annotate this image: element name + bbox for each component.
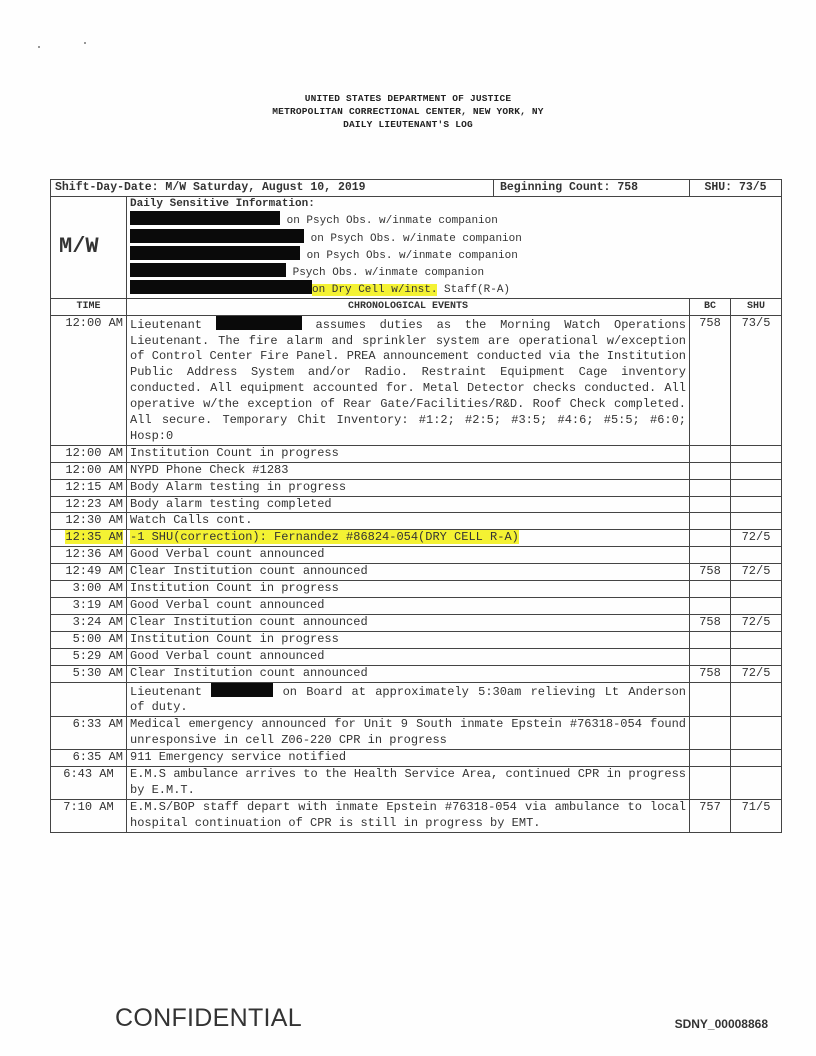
- entry-time: 3:00 AM: [51, 581, 127, 598]
- entry-bc: [690, 547, 731, 564]
- entry-shu: 71/5: [731, 799, 782, 832]
- entry-time: [51, 682, 127, 717]
- entry-shu: [731, 581, 782, 598]
- entry-event: Lieutenant on Board at approximately 5:30am relieving Lt Anderson of duty.: [127, 682, 690, 717]
- redaction-block: [130, 211, 280, 225]
- sensitive-info-row: [51, 196, 782, 298]
- sensitive-info-block: [127, 196, 782, 298]
- entry-time: 3:19 AM: [51, 598, 127, 615]
- log-entry-row: [51, 513, 782, 530]
- entry-time: 6:35 AM: [51, 750, 127, 767]
- entry-shu: [731, 479, 782, 496]
- entry-bc: [690, 598, 731, 615]
- entry-time: 7:10 AM: [51, 799, 127, 832]
- entry-time: 12:15 AM: [51, 479, 127, 496]
- entry-shu: [731, 445, 782, 462]
- entry-event: E.M.S/BOP staff depart with inmate Epstein #76318-054 via ambulance to local hospital continuation of CPR is still in progress by EMT.: [127, 799, 690, 832]
- sensitive-info-line: on Psych Obs. w/inmate companion: [130, 246, 778, 263]
- entry-shu: [731, 598, 782, 615]
- entry-shu: 73/5: [731, 315, 782, 445]
- header-agency: UNITED STATES DEPARTMENT OF JUSTICE: [304, 93, 512, 104]
- sensitive-info-line: Psych Obs. w/inmate companion: [130, 263, 778, 280]
- entry-bc: [690, 513, 731, 530]
- entry-time: 6:33 AM: [51, 717, 127, 750]
- log-entry-row: [51, 750, 782, 767]
- sensitive-info-line: on Dry Cell w/inst. Staff(R-A): [130, 280, 778, 297]
- entry-bc: 758: [690, 665, 731, 682]
- entry-event: Clear Institution count announced: [127, 665, 690, 682]
- log-entry-row: [51, 315, 782, 445]
- lieutenant-log-table: [50, 179, 782, 833]
- redaction-block: [211, 683, 273, 697]
- log-entry-row: [51, 614, 782, 631]
- entry-shu: [731, 767, 782, 800]
- watch-label: M/W: [51, 196, 127, 298]
- log-entry-row: [51, 648, 782, 665]
- entry-shu: [731, 513, 782, 530]
- redaction-block: [130, 280, 312, 294]
- entry-bc: [690, 767, 731, 800]
- entry-time: 12:36 AM: [51, 547, 127, 564]
- entry-bc: [690, 479, 731, 496]
- column-header-events: CHRONOLOGICAL EVENTS: [127, 298, 690, 315]
- entry-bc: [690, 445, 731, 462]
- entry-time: 12:00 AM: [51, 462, 127, 479]
- log-entry-row: [51, 462, 782, 479]
- highlighted-text: on Dry Cell w/inst.: [312, 284, 438, 297]
- column-header-shu: SHU: [731, 298, 782, 315]
- entry-event: Body alarm testing completed: [127, 496, 690, 513]
- entry-event: [127, 530, 690, 547]
- log-entry-row: [51, 717, 782, 750]
- entry-event: Good Verbal count announced: [127, 547, 690, 564]
- entry-time: 12:49 AM: [51, 564, 127, 581]
- header-facility: METROPOLITAN CORRECTIONAL CENTER, NEW YORK, NY: [272, 106, 544, 117]
- log-entry-row: [51, 564, 782, 581]
- entry-time: 12:00 AM: [51, 315, 127, 445]
- entry-shu: [731, 648, 782, 665]
- entry-event: Watch Calls cont.: [127, 513, 690, 530]
- log-entry-row: [51, 445, 782, 462]
- column-header-bc: BC: [690, 298, 731, 315]
- entry-event: Institution Count in progress: [127, 631, 690, 648]
- redaction-block: [216, 316, 302, 330]
- beginning-count: Beginning Count: 758: [500, 181, 639, 194]
- scan-speck: [38, 46, 40, 48]
- entry-event: Body Alarm testing in progress: [127, 479, 690, 496]
- document-header: [0, 92, 816, 131]
- highlighted-text: -1 SHU(correction): Fernandez #86824-054(DRY CELL R-A): [130, 530, 519, 545]
- redaction-block: [130, 229, 304, 243]
- sensitive-info-line: on Psych Obs. w/inmate companion: [130, 229, 778, 246]
- log-entry-row: [51, 665, 782, 682]
- entry-bc: [690, 717, 731, 750]
- entry-bc: [690, 682, 731, 717]
- log-entry-row: [51, 547, 782, 564]
- entry-bc: [690, 648, 731, 665]
- entry-bc: [690, 496, 731, 513]
- entry-shu: [731, 682, 782, 717]
- entry-event: Good Verbal count announced: [127, 648, 690, 665]
- sensitive-info-line: on Psych Obs. w/inmate companion: [130, 211, 778, 228]
- scan-speck: [84, 42, 86, 44]
- entry-time: 6:43 AM: [51, 767, 127, 800]
- log-entry-row: [51, 530, 782, 547]
- log-entry-row: [51, 682, 782, 717]
- entry-shu: [731, 631, 782, 648]
- entry-bc: [690, 462, 731, 479]
- highlighted-text: 12:35 AM: [65, 530, 123, 545]
- entry-time: [51, 530, 127, 547]
- entry-time: 12:23 AM: [51, 496, 127, 513]
- entry-shu: 72/5: [731, 530, 782, 547]
- log-entry-row: [51, 496, 782, 513]
- entry-shu: 72/5: [731, 665, 782, 682]
- log-entry-row: [51, 799, 782, 832]
- entry-time: 5:29 AM: [51, 648, 127, 665]
- entry-event: Institution Count in progress: [127, 445, 690, 462]
- entry-event: Clear Institution count announced: [127, 614, 690, 631]
- entry-event: NYPD Phone Check #1283: [127, 462, 690, 479]
- redaction-block: [130, 246, 300, 260]
- entry-shu: [731, 547, 782, 564]
- entry-event: Lieutenant assumes duties as the Morning Watch Operations Lieutenant. The fire alarm and sprinkler system are operational w/exception of Control Center Fire Panel. PREA announcement conducted via the Institution Public Address System and/or Radio. Restraint Equipment Cage inventory conducted. All equipment accounted for. Metal Detector checks conducted. All operative w/the exception of Rear Gate/Facilities/R&D. Roof Check completed. All secure. Temporary Chit Inventory: #1:2; #2:5; #3:5; #4:6; #5:5; #6:0; Hosp:0: [127, 315, 690, 445]
- log-entry-row: [51, 767, 782, 800]
- entry-event: Good Verbal count announced: [127, 598, 690, 615]
- entry-shu: 72/5: [731, 564, 782, 581]
- column-header-time: TIME: [51, 298, 127, 315]
- log-entry-row: [51, 598, 782, 615]
- log-entry-row: [51, 631, 782, 648]
- log-entry-row: [51, 479, 782, 496]
- entry-shu: [731, 717, 782, 750]
- bates-number: SDNY_00008868: [674, 1017, 768, 1031]
- entry-shu: [731, 496, 782, 513]
- entry-event: 911 Emergency service notified: [127, 750, 690, 767]
- entry-shu: [731, 462, 782, 479]
- entry-bc: [690, 750, 731, 767]
- entry-event: Clear Institution count announced: [127, 564, 690, 581]
- log-entry-row: [51, 581, 782, 598]
- entry-bc: 758: [690, 564, 731, 581]
- entry-time: 3:24 AM: [51, 614, 127, 631]
- entry-event: E.M.S ambulance arrives to the Health Service Area, continued CPR in progress by E.M.T.: [127, 767, 690, 800]
- entry-bc: [690, 530, 731, 547]
- shu-count: SHU: 73/5: [690, 180, 782, 197]
- entry-time: 12:00 AM: [51, 445, 127, 462]
- entry-bc: 758: [690, 614, 731, 631]
- entry-shu: 72/5: [731, 614, 782, 631]
- entry-bc: [690, 631, 731, 648]
- column-header-row: [51, 298, 782, 315]
- entry-bc: 757: [690, 799, 731, 832]
- entry-time: 12:30 AM: [51, 513, 127, 530]
- confidential-stamp: CONFIDENTIAL: [115, 1004, 302, 1032]
- entry-bc: 758: [690, 315, 731, 445]
- entry-time: 5:30 AM: [51, 665, 127, 682]
- entry-event: Institution Count in progress: [127, 581, 690, 598]
- sensitive-info-title: Daily Sensitive Information:: [130, 197, 315, 210]
- redaction-block: [130, 263, 286, 277]
- shift-info-row: [51, 180, 782, 197]
- shift-day-date: Shift-Day-Date: M/W Saturday, August 10, 2019: [51, 180, 494, 196]
- entry-time: 5:00 AM: [51, 631, 127, 648]
- header-log-title: DAILY LIEUTENANT'S LOG: [343, 119, 473, 130]
- entry-event: Medical emergency announced for Unit 9 South inmate Epstein #76318-054 found unresponsive in cell Z06-220 CPR in progress: [127, 717, 690, 750]
- entry-shu: [731, 750, 782, 767]
- entry-bc: [690, 581, 731, 598]
